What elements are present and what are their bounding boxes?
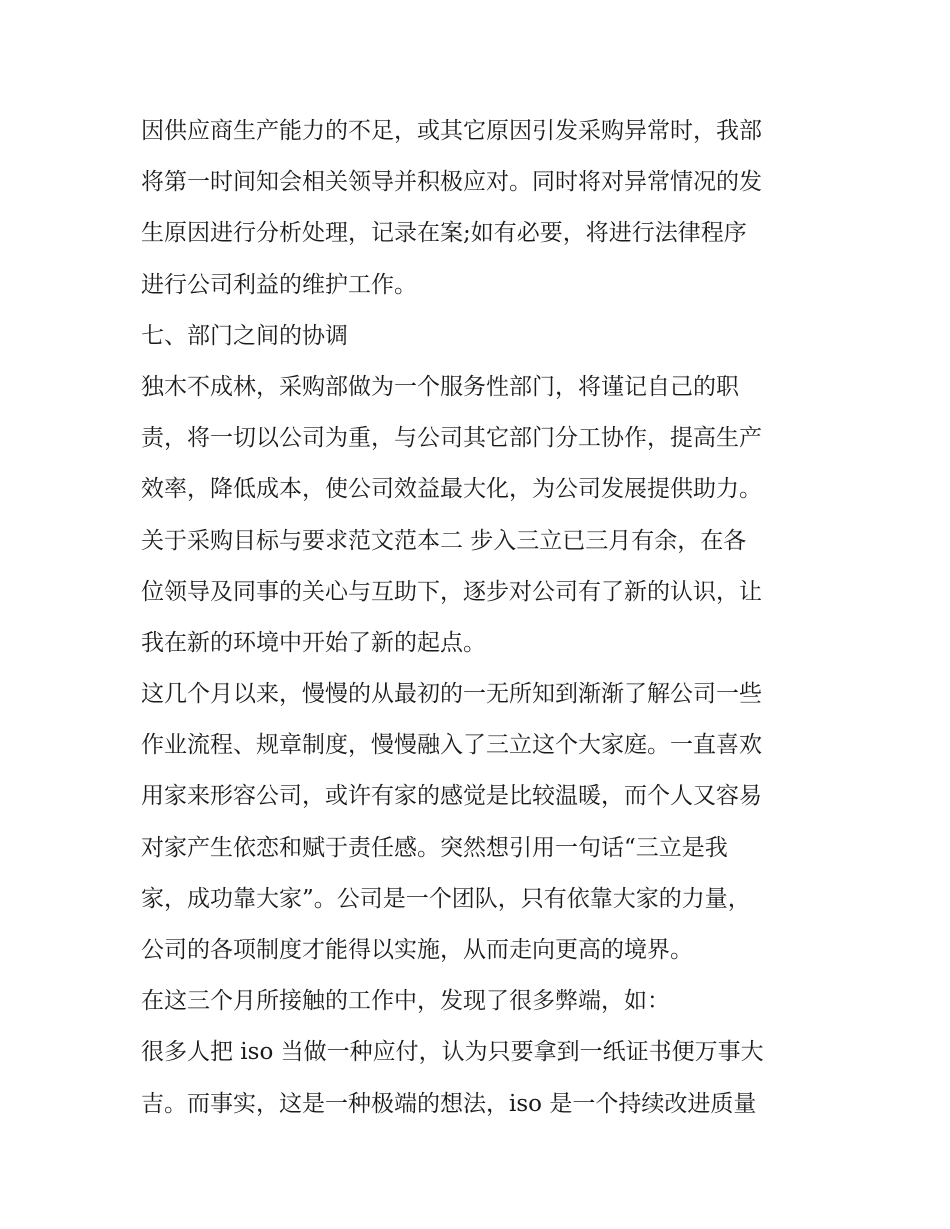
text-line: 责，将一切以公司为重，与公司其它部门分工协作，提高生产 (141, 425, 762, 452)
text-line: 我在新的环境中开始了新的起点。 (141, 629, 486, 656)
text-line: 将第一时间知会相关领导并积极应对。同时将对异常情况的发 (141, 169, 762, 196)
text-line: 公司的各项制度才能得以实施，从而走向更高的境界。 (141, 937, 693, 963)
document-body (141, 106, 821, 1130)
text-line: 位领导及同事的关心与互助下，逐步对公司有了新的认识，让 (141, 578, 762, 605)
text-line: 独木不成林，采购部做为一个服务性部门，将谨记自己的职 (141, 373, 739, 400)
text-line: 这几个月以来，慢慢的从最初的一无所知到渐渐了解公司一些 (141, 681, 762, 708)
text-line: 家，成功靠大家”。公司是一个团队，只有依靠大家的力量， (141, 885, 751, 912)
text-line: 进行公司利益的维护工作。 (141, 271, 417, 298)
text-line: 效率，降低成本，使公司效益最大化，为公司发展提供助力。 (141, 476, 762, 503)
text-line: 吉。而事实，这是一种极端的想法，iso 是一个持续改进质量 (141, 1090, 757, 1117)
text-line: 作业流程、规章制度，慢慢融入了三立这个大家庭。一直喜欢 (141, 732, 762, 759)
text-line: 在这三个月所接触的工作中，发现了很多弊端，如： (141, 988, 670, 1015)
text-line: 生原因进行分析处理，记录在案;如有必要，将进行法律程序 (141, 220, 747, 247)
text-line: 对家产生依恋和赋于责任感。突然想引用一句话“三立是我 (141, 834, 728, 861)
text-line: 很多人把 iso 当做一种应付，认为只要拿到一纸证书便万事大 (141, 1039, 764, 1066)
text-line: 关于采购目标与要求范文范本二 步入三立已三月有余，在各 (141, 527, 747, 554)
text-line: 用家来形容公司，或许有家的感觉是比较温暖，而个人又容易 (141, 783, 762, 810)
section-heading: 七、部门之间的协调 (141, 322, 348, 349)
text-line: 因供应商生产能力的不足，或其它原因引发采购异常时，我部 (141, 118, 762, 144)
